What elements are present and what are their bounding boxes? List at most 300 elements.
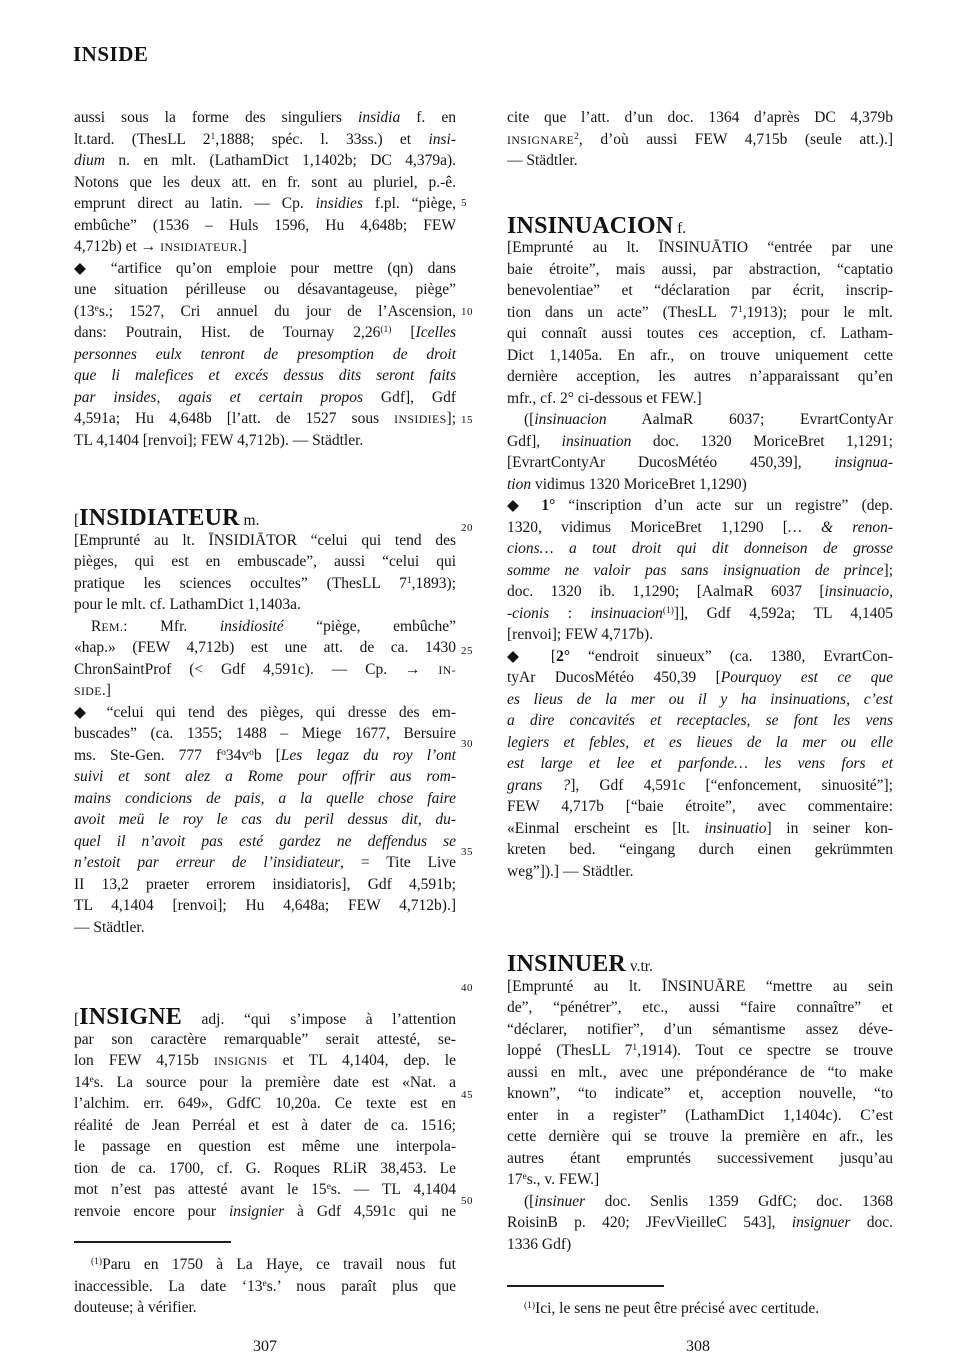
text-segment: 1 <box>632 1043 638 1053</box>
text-line <box>74 702 456 724</box>
text-line <box>74 365 456 387</box>
text-line <box>507 1148 893 1170</box>
text-segment: le passage en question est même une interpola- <box>74 1138 456 1155</box>
text-line <box>507 452 893 474</box>
text-segment: , d’où aussi FEW 4,715b (seule att.).] <box>578 130 893 148</box>
text-segment: e <box>262 1278 267 1289</box>
text-segment: b [ <box>253 746 281 764</box>
text-segment: 2 <box>574 131 579 142</box>
text-segment: 2° <box>556 647 571 665</box>
line-number: 40 <box>461 982 473 994</box>
text-segment: insinuer <box>534 1192 586 1210</box>
text-line <box>74 530 456 552</box>
text-segment: s.; 1527, Cri annuel du jour de l’Ascension, <box>98 302 456 320</box>
text-segment: f.pl. “piège, <box>362 195 456 212</box>
text-line <box>507 1062 893 1084</box>
text-segment: aussi sous la forme des singuliers <box>74 109 359 126</box>
text-line <box>74 430 456 452</box>
text-segment: aussi en mlt., avec une prépondérance de “to make <box>507 1063 893 1081</box>
text-segment: cette dernière qui se trouve la première en afr., les <box>507 1128 893 1145</box>
text-segment: Pourquoy est ce que <box>720 669 893 686</box>
text-segment: cite que l’att. d’un doc. 1364 d’après DC 4,379b <box>507 109 893 126</box>
text-segment: n’estoit par erreur de l’insidiateur <box>74 854 341 871</box>
text-segment: lt.tard. (ThesLL 2 <box>74 130 211 148</box>
text-segment: embûche” (1536 – Huls 1596, Hu 4,648b; FEW <box>74 216 456 234</box>
text-segment: es lieus de la mer ou il y ha insinuations, c’est <box>507 690 893 708</box>
text-segment: mot n’est pas attesté avant le 15 <box>74 1181 327 1198</box>
text-line <box>74 1029 456 1051</box>
text-segment: tyAr DucosMétéo 450,39 [ <box>507 669 721 686</box>
text-segment: quel il n’avoit pas esté gardez ne deffendus se <box>74 832 456 850</box>
text-segment: TL 4,1404 [renvoi]; Hu 4,648a; FEW 4,712b).] <box>74 897 456 914</box>
text-line <box>74 1158 456 1180</box>
spacer <box>74 1222 456 1238</box>
text-line <box>74 1072 456 1094</box>
entry-heading <box>74 505 456 531</box>
text-segment: .] <box>237 238 247 255</box>
text-segment: s., v. FEW.] <box>526 1171 600 1188</box>
text-segment: INSIGNIS <box>213 1054 268 1068</box>
text-segment: 17 <box>507 1171 523 1188</box>
text-segment: [ <box>74 512 80 529</box>
text-line <box>507 560 893 582</box>
text-segment: mfr., cf. 2° ci-dessous et FEW.] <box>507 389 702 407</box>
text-segment: s.’ nous paraît plus que <box>266 1277 456 1295</box>
headword: INSIGNE <box>79 1004 182 1030</box>
text-segment: insi- <box>428 130 456 148</box>
text-line <box>507 1083 893 1105</box>
page-number-left: 307 <box>253 1338 277 1355</box>
text-segment: e <box>89 1074 94 1085</box>
text-segment: e <box>522 1172 527 1182</box>
text-segment: “déclarer, notifier”, d’un sémantisme assez déve- <box>507 1020 893 1038</box>
text-segment: «hap.» (FEW 4,712b) est une att. de ca. 1430 <box>74 639 456 656</box>
text-line <box>507 624 893 646</box>
text-segment: est large et lee et parfonde… les vens fors et <box>507 755 893 772</box>
text-segment: une situation périlleuse ou désavantageuse, piège” <box>74 281 456 298</box>
spacer <box>507 882 893 954</box>
text-segment: dium <box>74 152 105 169</box>
column-right <box>507 107 893 1320</box>
text-line <box>74 616 456 638</box>
text-line <box>74 1254 456 1276</box>
text-segment: ,1893); <box>411 574 456 592</box>
text-segment: ms. Ste-Gen. 777 f <box>74 746 222 764</box>
text-line <box>74 387 456 409</box>
text-segment: legiers et febles, et es lieues de la mer ou elle <box>507 733 893 751</box>
text-segment: — Städtler. <box>507 152 578 169</box>
text-line <box>507 818 893 840</box>
text-line <box>74 344 456 366</box>
line-number: 5 <box>461 197 467 209</box>
text-segment: e <box>94 303 99 314</box>
text-segment: e <box>326 1182 331 1192</box>
text-segment: [ <box>391 324 416 341</box>
text-segment: m. <box>239 512 260 529</box>
text-line <box>74 1136 456 1158</box>
text-segment: [EvrartContyAr DucosMétéo 450,39], <box>507 454 835 471</box>
text-segment: known”, “to indicate” et, acception nouvelle, “to <box>507 1085 893 1102</box>
text-line <box>507 129 893 151</box>
text-segment: que li malefices et excés dessus dits seront faits <box>74 367 456 384</box>
text-line <box>74 150 456 172</box>
line-number: 30 <box>461 738 473 750</box>
text-line <box>507 775 893 797</box>
text-line <box>507 388 893 410</box>
text-segment: ]; <box>883 561 893 579</box>
text-segment: , = Tite Live <box>340 854 456 871</box>
text-line <box>507 646 893 668</box>
text-segment: (1) <box>524 1301 536 1311</box>
text-segment: (1) <box>91 1257 103 1267</box>
text-segment: Gdf], Gdf <box>380 388 456 406</box>
text-line <box>74 551 456 573</box>
spacer <box>74 938 456 1007</box>
text-segment: de”, “pénétrer”, etc., aussi “faire connaître” et <box>507 999 893 1016</box>
text-line <box>74 408 456 430</box>
text-line <box>507 409 893 431</box>
text-segment: douteuse; à vérifier. <box>74 1299 197 1316</box>
text-segment: R <box>91 617 102 635</box>
text-segment: 34v <box>225 746 250 764</box>
text-line <box>74 215 456 237</box>
text-segment: 1 <box>210 131 216 142</box>
text-line <box>74 1201 456 1223</box>
text-segment: [Emprunté au lt. ĪNSINUĀRE “mettre au sein <box>507 977 893 995</box>
text-segment: ChronSaintProf (< Gdf 4,591c). — Cp. → <box>74 660 439 678</box>
text-segment: [ <box>74 1011 80 1028</box>
text-segment: dernière acception, les autres n’apparaissant qu’en <box>507 368 893 385</box>
text-line <box>74 852 456 874</box>
text-segment: ([ <box>524 411 535 428</box>
text-segment: insidiosité <box>219 617 284 635</box>
text-segment: vidimus 1320 MoriceBret 1,1290) <box>531 475 747 493</box>
text-segment: (1) <box>380 325 392 335</box>
text-line <box>74 322 456 344</box>
text-segment: lon FEW 4,715b <box>74 1052 214 1069</box>
text-segment: AalmaR 6037; EvrartContyAr <box>606 411 893 428</box>
text-line <box>507 1212 893 1234</box>
text-line <box>74 1004 456 1030</box>
text-segment: tion <box>507 475 532 493</box>
text-segment: emprunt direct au latin. — Cp. <box>74 195 316 212</box>
text-line <box>74 745 456 767</box>
text-line <box>507 997 893 1019</box>
text-segment: pour le mlt. cf. LathamDict 1,1403a. <box>74 596 301 613</box>
text-line <box>507 976 893 998</box>
text-segment: n. en mlt. (LathamDict 1,1402b; DC 4,379a). <box>105 152 456 169</box>
text-segment: 1 <box>737 304 743 315</box>
text-line <box>74 637 456 659</box>
text-line <box>507 1298 893 1320</box>
text-segment: personnes eulx tenront de presomption de droit <box>74 345 456 363</box>
text-line <box>74 1115 456 1137</box>
text-line <box>507 1126 893 1148</box>
text-segment: weg”]).] — Städtler. <box>507 862 634 880</box>
text-segment: Notons que les deux att. en fr. sont au pluriel, p.-ê. <box>74 173 456 191</box>
text-segment: insidies <box>315 195 363 212</box>
line-number: 50 <box>461 1195 473 1207</box>
text-segment: .] <box>101 682 111 699</box>
text-segment: qui connaît aussi toutes ces acception, cf. Latham- <box>507 325 893 342</box>
text-line <box>507 1191 893 1213</box>
text-segment: adj. “qui s’impose à l’attention <box>181 1011 456 1028</box>
text-line <box>74 680 456 702</box>
text-segment: pratique les sciences occultes” (ThesLL 7 <box>74 574 407 592</box>
text-segment: par insides, agais et certain propos <box>74 388 381 406</box>
line-number: 20 <box>461 522 473 534</box>
text-segment: mains condicions de pais, a la quelle chose faire <box>74 789 456 807</box>
text-segment: doc. 1320 ib. 1,1290; [AalmaR 6037 [ <box>507 583 825 600</box>
text-segment: insignua- <box>834 454 893 471</box>
text-segment: 14 <box>74 1073 90 1091</box>
text-segment: insinuacio <box>824 583 890 600</box>
text-line <box>507 603 893 625</box>
text-line <box>74 1297 456 1319</box>
text-line <box>74 766 456 788</box>
text-line <box>507 302 893 324</box>
text-segment: a dire concavités et receptacles, se font les vens <box>507 712 893 729</box>
text-segment: TL 4,1404 [renvoi]; FEW 4,712b). — Städtler. <box>74 431 364 449</box>
headword: INSINUACION <box>507 212 674 239</box>
text-segment: insinuacion <box>534 411 607 428</box>
text-line <box>74 172 456 194</box>
text-segment: insinuation <box>561 432 632 450</box>
column-left <box>74 107 456 1319</box>
text-line <box>74 917 456 939</box>
text-segment: SIDE <box>74 684 102 698</box>
text-line <box>74 594 456 616</box>
text-segment: cions… a tout droit qui dit donneison de grosse <box>507 540 893 557</box>
text-segment: à Gdf 4,591c qui ne <box>284 1202 456 1220</box>
text-segment: baie étroite”, mais aussi, par abstraction, “captatio <box>507 260 893 278</box>
text-line <box>74 831 456 853</box>
line-number: 25 <box>461 645 473 657</box>
text-line <box>74 236 456 258</box>
text-line <box>507 1169 893 1191</box>
text-segment: l’alchim. err. 649», GdfC 10,20a. Ce texte est en <box>74 1095 456 1112</box>
text-line <box>74 258 456 280</box>
text-line <box>74 788 456 810</box>
text-line <box>507 753 893 775</box>
text-line <box>507 495 893 517</box>
text-segment: (1) <box>662 605 674 616</box>
text-line <box>74 193 456 215</box>
line-number: 45 <box>461 1089 473 1101</box>
text-line <box>507 517 893 539</box>
text-line <box>507 1019 893 1041</box>
text-line <box>74 723 456 745</box>
text-line <box>507 107 893 129</box>
text-line <box>74 659 456 681</box>
headword: INSINUER <box>507 951 626 977</box>
text-segment: ]; <box>446 410 456 427</box>
text-segment: ]], Gdf 4,592a; TL 4,1405 <box>673 604 893 622</box>
spacer <box>74 451 456 508</box>
line-number: 35 <box>461 846 473 858</box>
text-segment: Paru en 1750 à La Haye, ce travail nous fut <box>102 1256 456 1273</box>
text-segment: renvoie encore pour <box>74 1202 229 1220</box>
text-segment: … & renon- <box>787 518 894 536</box>
text-segment: INSIGNARE <box>507 132 575 147</box>
text-segment: kreten bed. “eingang durch einen gekrümmten <box>507 841 893 858</box>
text-segment: EM. <box>101 619 124 634</box>
text-segment: “endroit sinueux” (ca. 1380, EvrartCon- <box>570 647 893 665</box>
text-segment: 4,591a; Hu 4,648b [l’att. de 1527 sous <box>74 410 395 427</box>
text-line <box>74 809 456 831</box>
text-segment: par son caractère remarquable” serait attesté, se- <box>74 1030 456 1048</box>
text-segment: [renvoi]; FEW 4,717b). <box>507 626 654 643</box>
text-segment: Icelles <box>415 324 456 341</box>
text-segment: : <box>549 604 591 622</box>
text-segment: Ici, le sens ne peut être précisé avec certitude. <box>535 1300 820 1317</box>
text-line <box>507 280 893 302</box>
text-segment: 1336 Gdf) <box>507 1235 572 1253</box>
text-segment: [Emprunté au lt. ĪNSINUĀTIO “entrée par une <box>507 239 893 256</box>
text-segment: ,1914). Tout ce spectre se trouve <box>637 1042 893 1059</box>
text-segment: inaccessible. La date ‘13 <box>74 1277 263 1295</box>
text-segment: insignier <box>229 1202 285 1220</box>
text-segment: grans ? <box>507 776 571 794</box>
text-segment: 1 <box>406 575 412 586</box>
text-line <box>74 895 456 917</box>
text-segment: [Emprunté au lt. ĪNSIDIĀTOR “celui qui tend des <box>74 531 456 549</box>
text-line <box>507 1234 893 1256</box>
text-segment: “inscription d’un acte sur un registre” (dep. <box>555 497 893 514</box>
text-segment: 1° <box>541 497 556 514</box>
text-segment: s. La source pour la première date est «Nat. a <box>93 1073 456 1091</box>
headword: INSIDIATEUR <box>79 505 240 531</box>
text-line <box>507 861 893 883</box>
text-segment: et TL 4,1404, dep. le <box>267 1052 456 1069</box>
text-segment: 1320, vidimus MoriceBret 1,1290 [ <box>507 518 788 536</box>
text-line <box>507 796 893 818</box>
text-segment: ], Gdf 4,591c [“enfoncement, sinuosité”]; <box>570 776 893 794</box>
text-segment: ,1913); pour le mlt. <box>742 303 893 321</box>
text-segment: , <box>889 583 893 600</box>
text-segment: o <box>249 747 254 758</box>
text-line <box>74 107 456 129</box>
text-segment: : Mfr. <box>123 617 220 635</box>
text-line <box>507 323 893 345</box>
text-segment: avoit meü le roy le cas du peril dessus dit, du- <box>74 811 456 828</box>
text-line <box>507 689 893 711</box>
text-segment: réalité de Jean Perréal et est à dater de ca. 1516; <box>74 1116 456 1134</box>
text-segment: (13 <box>74 302 95 320</box>
line-number: 15 <box>461 414 473 426</box>
text-line <box>507 667 893 689</box>
text-segment: Gdf], <box>507 432 562 450</box>
text-line <box>74 279 456 301</box>
text-segment: benevolentiae” et “déclaration par écrit, inscrip- <box>507 282 893 299</box>
text-line <box>507 366 893 388</box>
text-segment: II 13,2 praeter errorem insidiatoris], Gdf 4,591b; <box>74 875 456 893</box>
text-line <box>507 710 893 732</box>
text-line <box>507 259 893 281</box>
text-segment: tion dans un acte” (ThesLL 7 <box>507 303 738 321</box>
text-line <box>507 474 893 496</box>
text-line <box>507 1040 893 1062</box>
line-number: 10 <box>461 306 473 318</box>
text-segment: buscades” (ca. 1355; 1488 – Miege 1677, Bersuire <box>74 725 456 742</box>
text-line <box>74 1276 456 1298</box>
text-segment: enter in a register” (LathamDict 1,1404c). C’est <box>507 1106 893 1124</box>
text-segment: f. en <box>400 109 456 126</box>
text-segment: 4,712b) et → <box>74 238 161 255</box>
running-head: INSIDE <box>73 42 149 66</box>
entry-heading <box>507 212 893 239</box>
spacer <box>507 172 893 216</box>
text-segment: «Einmal erscheint es [lt. <box>507 819 705 837</box>
page-number-right: 308 <box>686 1338 710 1355</box>
text-segment: INSIDIATEUR <box>160 240 238 254</box>
text-line <box>507 538 893 560</box>
text-segment: ◆ “celui qui tend des pièges, qui dresse des em- <box>74 703 456 721</box>
text-line <box>74 874 456 896</box>
text-segment: autres étant empruntés successivement jusqu’au <box>507 1149 893 1167</box>
text-segment: -cionis <box>507 604 550 622</box>
text-segment: ] in seiner kon- <box>766 819 894 837</box>
text-line <box>74 1050 456 1072</box>
text-segment: somme ne valoir pas sans insignuation de prince <box>507 561 884 579</box>
text-segment: pièges, qui est en embuscade”, aussi “celui qui <box>74 553 456 570</box>
footnote-rule <box>74 1241 231 1243</box>
text-line <box>507 581 893 603</box>
text-segment: tion de ca. 1700, cf. G. Roques RLiR 38,453. Le <box>74 1159 456 1177</box>
text-line <box>74 129 456 151</box>
text-segment: — Städtler. <box>74 918 145 936</box>
text-segment: insinuatio <box>704 819 767 837</box>
text-segment: v.tr. <box>625 958 653 975</box>
text-segment: ◆ <box>507 497 542 514</box>
spacer <box>507 1255 893 1282</box>
text-line <box>507 345 893 367</box>
text-segment: o <box>221 747 226 758</box>
text-segment: doc. <box>850 1214 893 1231</box>
text-segment: loppé (ThesLL 7 <box>507 1042 633 1059</box>
footnote-rule <box>507 1285 664 1287</box>
text-segment: FEW 4,717b [“baie étroite”, avec commentaire: <box>507 798 893 815</box>
text-segment: ,1888; spéc. l. 33ss.) et <box>215 130 429 148</box>
text-segment: insinuacion <box>590 604 663 622</box>
text-segment: ([ <box>524 1192 535 1210</box>
text-segment: suivi et sont alez a Rome pour offrir aus rom- <box>74 768 456 785</box>
text-segment: insidia <box>358 109 401 126</box>
text-line <box>507 237 893 259</box>
text-segment: RoisinB p. 420; JFevVieilleC 543], <box>507 1214 792 1231</box>
text-segment: “piège, embûche” <box>283 617 456 635</box>
text-segment: insignuer <box>791 1214 851 1231</box>
text-segment: INSIDIES <box>394 412 447 426</box>
text-segment: s. — TL 4,1404 <box>330 1181 456 1198</box>
text-line <box>507 839 893 861</box>
text-line <box>74 1093 456 1115</box>
entry-heading <box>507 951 893 977</box>
text-line <box>74 573 456 595</box>
text-line <box>507 150 893 172</box>
text-segment: f. <box>673 219 687 237</box>
text-line <box>507 431 893 453</box>
text-segment: ◆ [ <box>507 647 557 665</box>
text-segment: Les legaz du roy l’ont <box>280 746 456 764</box>
text-segment: doc. Senlis 1359 GdfC; doc. 1368 <box>585 1192 893 1210</box>
text-segment: doc. 1320 MoriceBret 1,1291; <box>631 432 893 450</box>
text-segment: ◆ “artifice qu’on emploie pour mettre (qn) dans <box>74 259 456 277</box>
text-segment: IN- <box>438 662 456 677</box>
text-line <box>74 1179 456 1201</box>
text-line <box>74 301 456 323</box>
text-segment: dans: Poutrain, Hist. de Tournay 2,26 <box>74 324 381 341</box>
